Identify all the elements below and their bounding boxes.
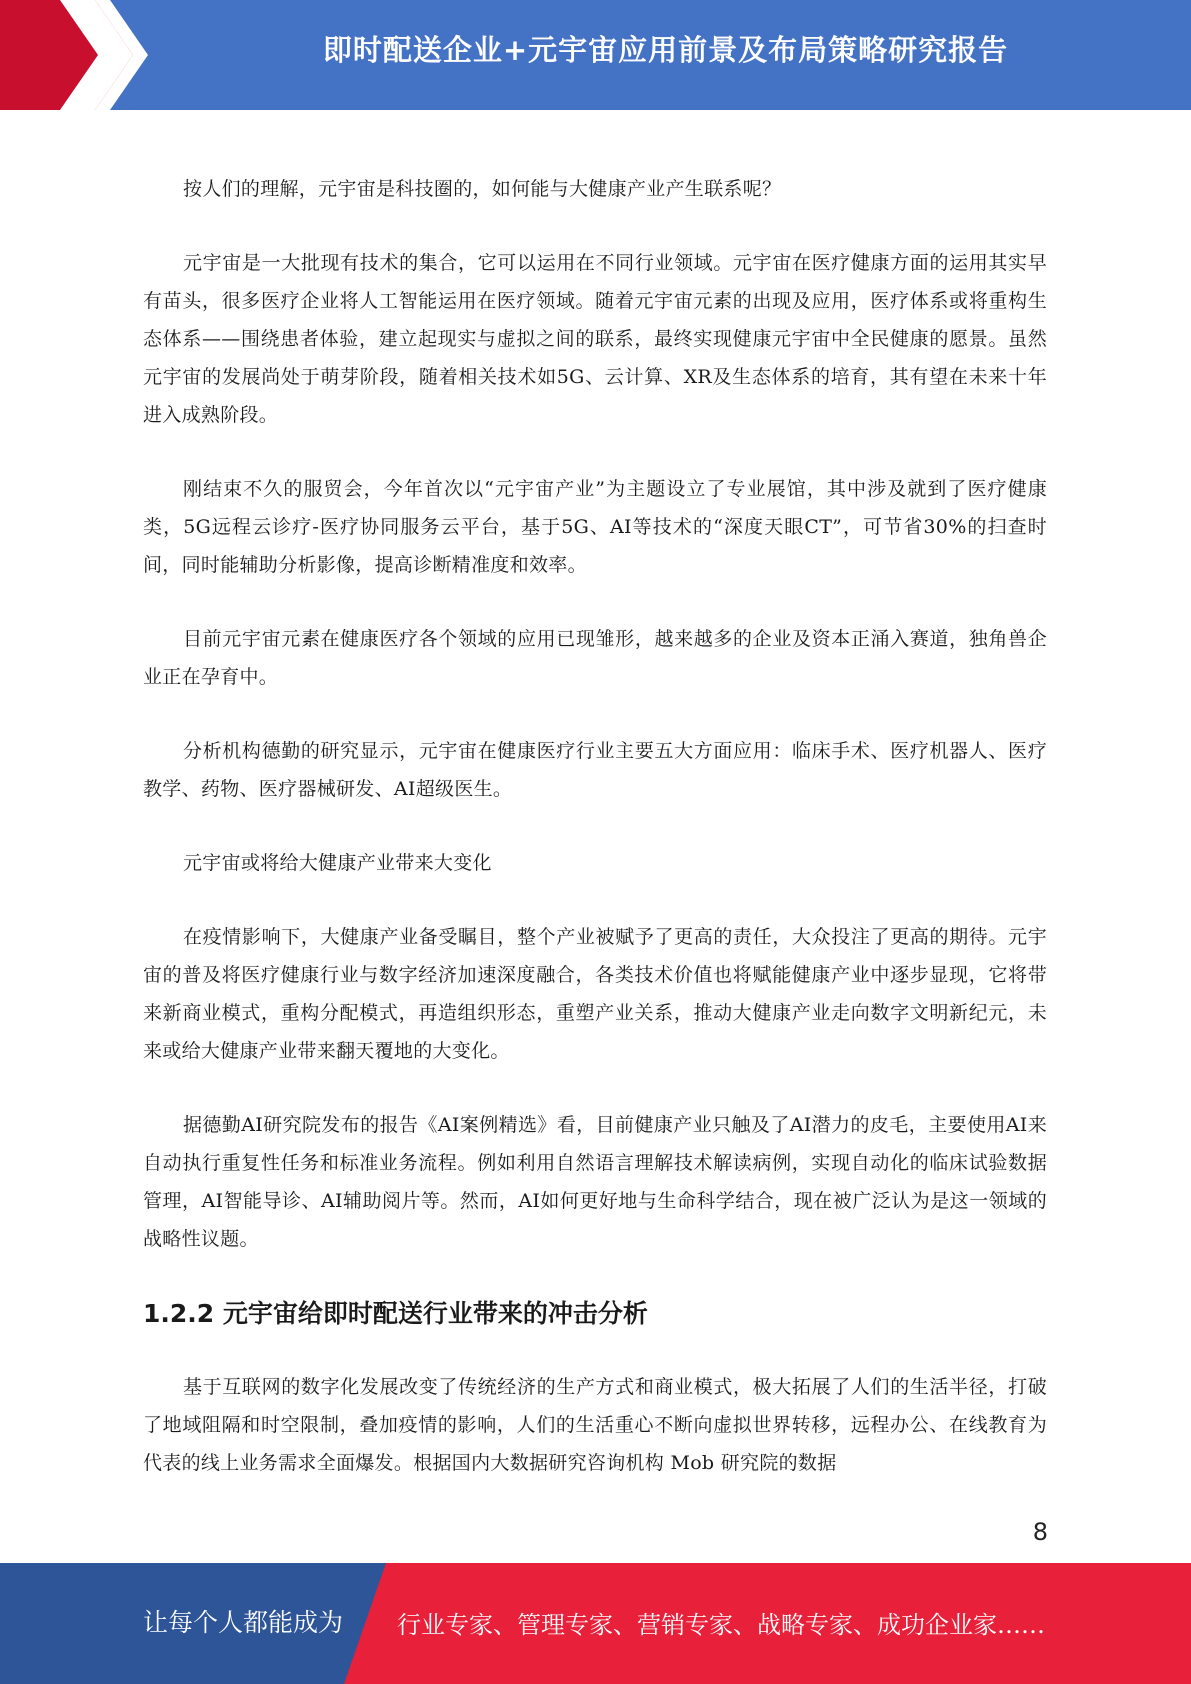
document-body: [143, 170, 1047, 1518]
body-paragraph: 据德勤AI研究院发布的报告《AI案例精选》看，目前健康产业只触及了AI潜力的皮毛，主要使用AI来自动执行重复性任务和标准业务流程。例如利用自然语言理解技术解读病例，实现自动化的临床试验数据管理，AI智能导诊、AI辅助阅片等。然而，AI如何更好地与生命科学结合，现在被广泛认为是这一领域的战略性议题。: [143, 1114, 1047, 1250]
footer-slogan-right: 行业专家、管理专家、营销专家、战略专家、成功企业家……: [397, 1611, 1045, 1639]
body-paragraph: 目前元宇宙元素在健康医疗各个领域的应用已现雏形，越来越多的企业及资本正涌入赛道，独角兽企业正在孕育中。: [143, 628, 1047, 688]
body-paragraph: 元宇宙或将给大健康产业带来大变化: [183, 852, 492, 874]
header-title: 即时配送企业+元宇宙应用前景及布局策略研究报告: [322, 33, 1009, 67]
footer-slogan-left: 让每个人都能成为: [143, 1608, 344, 1637]
body-paragraph: 分析机构德勤的研究显示，元宇宙在健康医疗行业主要五大方面应用：临床手术、医疗机器人、医疗教学、药物、医疗器械研发、AI超级医生。: [143, 740, 1047, 800]
body-paragraph: 刚结束不久的服贸会，今年首次以“元宇宙产业”为主题设立了专业展馆，其中涉及就到了医疗健康类，5G远程云诊疗-医疗协同服务云平台，基于5G、AI等技术的“深度天眼CT”，可节省30%的扫查时间，同时能辅助分析影像，提高诊断精准度和效率。: [143, 478, 1047, 576]
body-paragraph: 元宇宙是一大批现有技术的集合，它可以运用在不同行业领域。元宇宙在医疗健康方面的运用其实早有苗头，很多医疗企业将人工智能运用在医疗领域。随着元宇宙元素的出现及应用，医疗体系或将重构生态体系——围绕患者体验，建立起现实与虚拟之间的联系，最终实现健康元宇宙中全民健康的愿景。虽然元宇宙的发展尚处于萌芽阶段，随着相关技术如5G、云计算、XR及生态体系的培育，其有望在未来十年进入成熟阶段。: [143, 252, 1047, 426]
body-paragraph: 按人们的理解，元宇宙是科技圈的，如何能与大健康产业产生联系呢？: [183, 178, 782, 200]
page-footer: [0, 1563, 1191, 1684]
page-header: [0, 0, 1191, 110]
body-paragraph: 基于互联网的数字化发展改变了传统经济的生产方式和商业模式，极大拓展了人们的生活半径，打破了地域阻隔和时空限制，叠加疫情的影响，人们的生活重心不断向虚拟世界转移，远程办公、在线教育为代表的线上业务需求全面爆发。根据国内大数据研究咨询机构 Mob 研究院的数据: [143, 1376, 1047, 1474]
section-heading: 1.2.2 元宇宙给即时配送行业带来的冲击分析: [143, 1299, 648, 1328]
page-number: 8: [1032, 1518, 1048, 1546]
body-paragraph: 在疫情影响下，大健康产业备受瞩目，整个产业被赋予了更高的责任，大众投注了更高的期待。元宇宙的普及将医疗健康行业与数字经济加速深度融合，各类技术价值也将赋能健康产业中逐步显现，它将带来新商业模式，重构分配模式，再造组织形态，重塑产业关系，推动大健康产业走向数字文明新纪元，未来或给大健康产业带来翻天覆地的大变化。: [143, 926, 1047, 1062]
